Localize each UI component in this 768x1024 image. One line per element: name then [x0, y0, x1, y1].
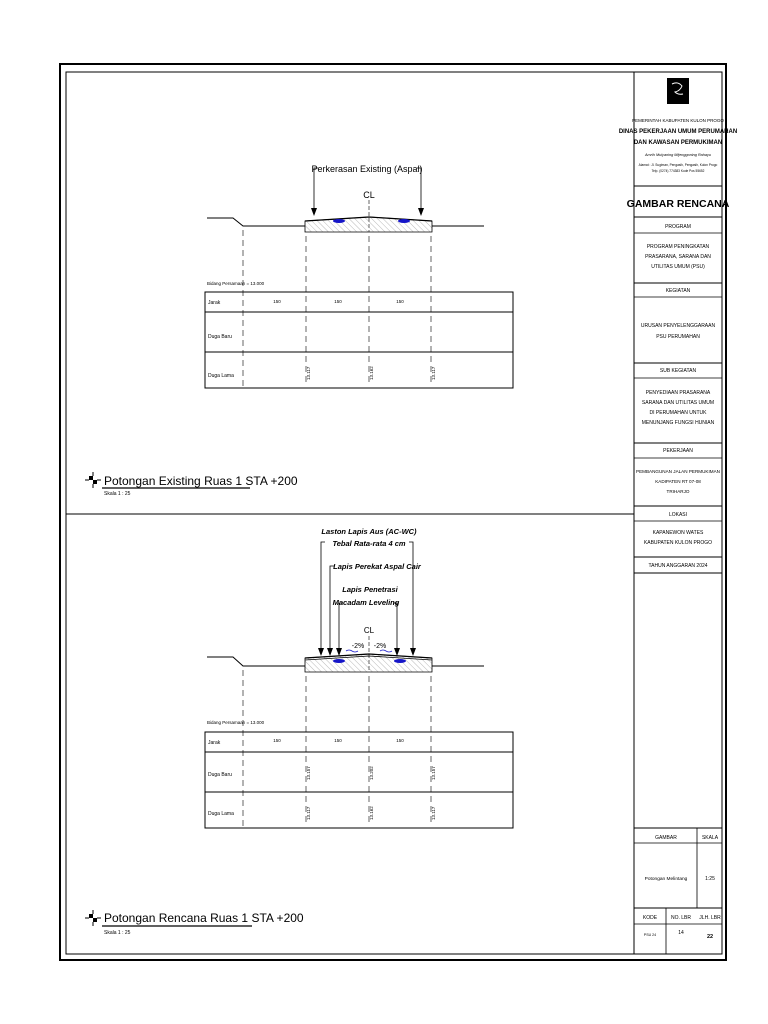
- leveling-right: [394, 659, 406, 663]
- datum-rencana: Bidang Persamaan = 13.000: [207, 720, 265, 725]
- agency-line-1: PEMERINTAH KABUPATEN KULON PROGO: [632, 118, 724, 123]
- table-existing: [205, 292, 513, 388]
- sheet-type: GAMBAR RENCANA: [626, 198, 730, 210]
- pekerjaan-line-2: KADIPATEN RT 07-08: [655, 479, 701, 484]
- program-header: PROGRAM: [665, 224, 691, 230]
- skala-value: 1:25: [705, 876, 715, 882]
- distance-3: 150: [396, 299, 404, 304]
- skala-header: SKALA: [701, 835, 719, 841]
- label-cl-rencana: CL: [363, 626, 375, 635]
- distance-2: 150: [334, 738, 342, 743]
- pekerjaan-line-3: TRIHARJO: [666, 489, 690, 494]
- row-label-duga-lama: Duga Lama: [208, 373, 234, 379]
- title-rencana: Potongan Rencana Ruas 1 STA +200: [104, 911, 304, 925]
- frame-top: [66, 72, 634, 514]
- duga-lama-1: 13.117: [306, 806, 311, 820]
- distance-1: 150: [273, 299, 281, 304]
- pekerjaan-header: PEKERJAAN: [663, 448, 693, 454]
- program-line-3: UTILITAS UMUM (PSU): [651, 264, 705, 270]
- kegiatan-line-2: PSU PERUMAHAN: [656, 334, 700, 340]
- kode-header: KODE: [642, 915, 658, 921]
- agency-line-3: DAN KAWASAN PERMUKIMAN: [633, 140, 723, 146]
- distance-3: 150: [396, 738, 404, 743]
- subkegiatan-line-1: PENYEDIAAN PRASARANA: [645, 390, 711, 396]
- duga-lama-2: 13.162: [369, 806, 374, 820]
- kegiatan-header: KEGIATAN: [665, 288, 691, 294]
- kegiatan-line-1: URUSAN PENYELENGGARAAN: [640, 323, 716, 329]
- tahun-anggaran: TAHUN ANGGARAN 2024: [648, 563, 708, 569]
- no-lbr-value: 14: [678, 930, 684, 936]
- duga-lama-3: 13.117: [431, 806, 436, 820]
- lokasi-line-2: KABUPATEN KULON PROGO: [643, 540, 713, 546]
- table-rencana: [205, 732, 513, 828]
- subkegiatan-line-2: SARANA DAN UTILITAS UMUM: [641, 400, 715, 406]
- scale-existing: Skala 1 : 25: [104, 491, 131, 497]
- lokasi-line-1: KAPANEWON WATES: [652, 530, 704, 536]
- agency-address-2: Telp. (0274) 774383 Kode Pos 55652: [651, 169, 705, 173]
- program-line-1: PROGRAM PENINGKATAN: [646, 244, 710, 250]
- datum-existing: Bidang Persamaan = 13.000: [207, 281, 265, 286]
- label-cl-existing: CL: [363, 190, 375, 200]
- agency-logo-icon: [667, 78, 689, 104]
- frame-bottom: [66, 514, 634, 954]
- row-label-jarak: Jarak: [208, 740, 221, 746]
- scale-rencana: Skala 1 : 25: [104, 930, 131, 936]
- jlh-lbr-value: 22: [706, 934, 714, 940]
- agency-motto: Amrih Mulyaning Mijenggoning Rahayu: [644, 153, 712, 157]
- distance-1: 150: [273, 738, 281, 743]
- row-label-jarak: Jarak: [208, 300, 221, 306]
- label-laston-1: Laston Lapis Aus (AC-WC): [321, 527, 417, 536]
- duga-baru-1: 13.157: [306, 766, 311, 780]
- label-pavement-existing: Perkerasan Existing (Aspal): [311, 164, 423, 174]
- no-lbr-header: NO. LBR: [670, 915, 692, 921]
- leveling-left: [333, 659, 345, 663]
- duga-baru-2: 13.202: [369, 766, 374, 780]
- existing-section: [85, 164, 513, 497]
- kode-value: PSU 24: [643, 933, 657, 937]
- slope-left: -2%: [351, 643, 365, 650]
- distance-2: 150: [334, 299, 342, 304]
- label-penetrasi-2: Macadam Leveling: [332, 598, 400, 607]
- row-label-duga-baru: Duga Baru: [208, 334, 232, 340]
- duga-lama-3: 13.117: [431, 366, 436, 380]
- duga-lama-2: 13.162: [369, 366, 374, 380]
- pekerjaan-line-1: PEMBANGUNAN JALAN PERMUKIMAN: [636, 469, 720, 474]
- section-marker-icon: [85, 910, 101, 926]
- rencana-section: [85, 527, 513, 936]
- gambar-header: GAMBAR: [655, 835, 677, 841]
- title-existing: Potongan Existing Ruas 1 STA +200: [104, 474, 298, 488]
- slope-right: -2%: [373, 643, 387, 650]
- gambar-value: Potongan Melintang: [644, 877, 688, 882]
- subkegiatan-line-4: MENUNJANG FUNGSI HUNIAN: [641, 420, 715, 426]
- subkegiatan-line-3: DI PERUMAHAN UNTUK: [649, 410, 707, 416]
- row-label-duga-baru: Duga Baru: [208, 772, 232, 778]
- label-laston-2: Tebal Rata-rata 4 cm: [332, 539, 406, 548]
- duga-lama-1: 13.117: [306, 366, 311, 380]
- label-penetrasi-1: Lapis Penetrasi: [342, 585, 398, 594]
- duga-baru-3: 13.157: [431, 766, 436, 780]
- agency-line-2: DINAS PEKERJAAN UMUM PERUMAHAN: [618, 129, 738, 135]
- label-perekat: Lapis Perekat Aspal Cair: [333, 562, 421, 571]
- subkegiatan-header: SUB KEGIATAN: [659, 368, 697, 374]
- program-line-2: PRASARANA, SARANA DAN: [645, 254, 711, 260]
- lokasi-header: LOKASI: [668, 512, 688, 518]
- pothole-right: [398, 219, 410, 223]
- title-block: [619, 78, 737, 954]
- section-marker-icon: [85, 472, 101, 488]
- jlh-lbr-header: JLH. LBR: [699, 915, 721, 921]
- row-label-duga-lama: Duga Lama: [208, 811, 234, 817]
- agency-address-1: Alamat : Jl. Sugiman, Pengasih, Pengasih, Kulon Progo: [638, 163, 718, 167]
- pothole-left: [333, 219, 345, 223]
